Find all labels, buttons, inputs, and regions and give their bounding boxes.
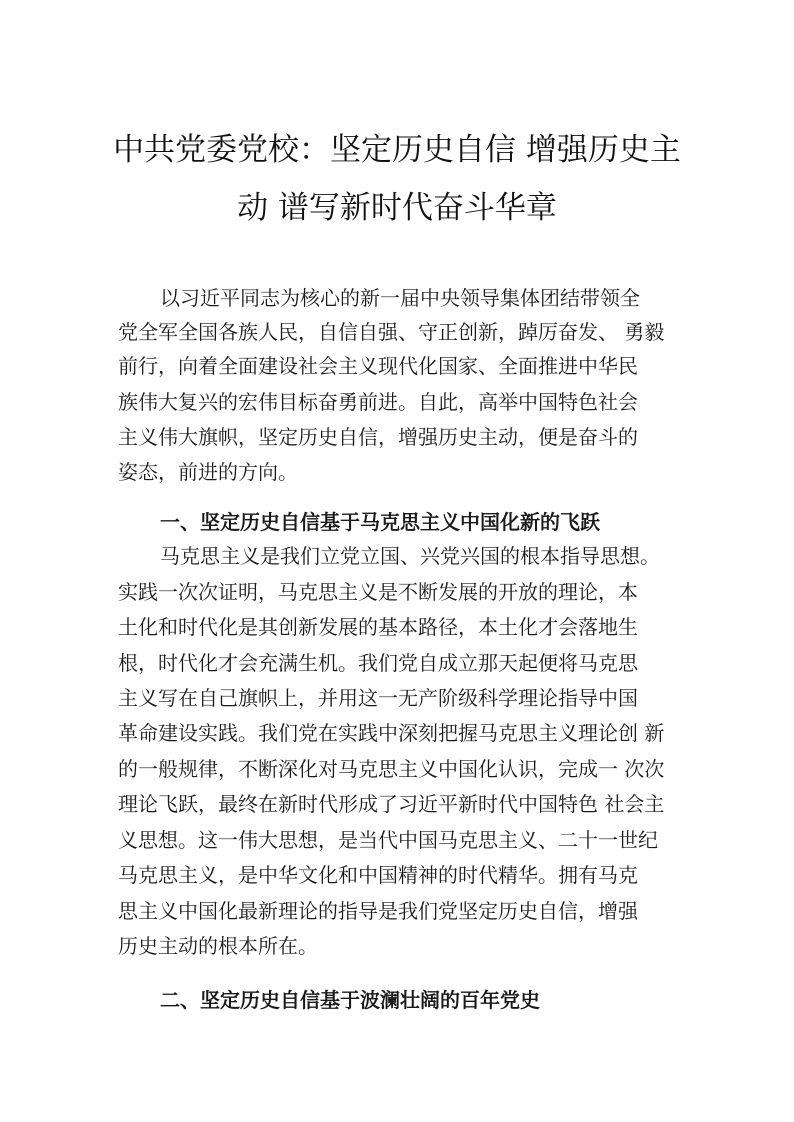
paragraph-2-line: 根，时代化才会充满生机。我们党自成立那天起便将马克思: [118, 651, 638, 675]
paragraph-1-line: 主义伟大旗帜，坚定历史自信，增强历史主动，便是奋斗的: [118, 425, 638, 449]
paragraph-2-line: 思主义中国化最新理论的指导是我们党坚定历史自信，增强: [118, 899, 638, 923]
paragraph-2-line: 革命建设实践。我们党在实践中深刻把握马克思主义理论创 新: [118, 721, 665, 745]
paragraph-2-line: 的一般规律，不断深化对马克思主义中国化认识，完成一 次次: [118, 757, 665, 781]
paragraph-2-line: 土化和时代化是其创新发展的基本路径，本土化才会落地生: [118, 615, 638, 639]
title-line-1: 中共党委党校：坚定历史自信 增强历史主: [113, 132, 681, 168]
paragraph-2-line: 历史主动的根本所在。: [118, 934, 318, 958]
paragraph-2-line: 实践一次次证明，马克思主义是不断发展的开放的理论，本: [118, 580, 638, 604]
paragraph-1-line: 前行，向着全面建设社会主义现代化国家、全面推进中华民: [118, 354, 638, 378]
paragraph-1-line: 以习近平同志为核心的新一届中央领导集体团结带领全: [160, 286, 640, 310]
section-heading-1: 一、坚定历史自信基于马克思主义中国化新的飞跃: [160, 510, 600, 534]
paragraph-1-line: 姿态，前进的方向。: [118, 460, 298, 484]
title-line-2: 动 谱写新时代奋斗华章: [237, 190, 557, 226]
paragraph-1-line: 党全军全国各族人民，自信自强、守正创新，踔厉奋发、 勇毅: [118, 320, 665, 344]
paragraph-2-line: 主义写在自己旗帜上，并用这一无产阶级科学理论指导中国: [118, 686, 638, 710]
paragraph-1-line: 族伟大复兴的宏伟目标奋勇前进。自此，高举中国特色社会: [118, 390, 638, 414]
paragraph-2-line: 义思想。这一伟大思想，是当代中国马克思主义、二十一世纪: [118, 828, 658, 852]
paragraph-2-line: 马克思主义是我们立党立国、兴党兴国的根本指导思想。: [160, 544, 660, 568]
paragraph-2-line: 理论飞跃，最终在新时代形成了习近平新时代中国特色 社会主: [118, 792, 665, 816]
paragraph-2-line: 马克思主义，是中华文化和中国精神的时代精华。拥有马克: [118, 863, 638, 887]
section-heading-2: 二、坚定历史自信基于波澜壮阔的百年党史: [160, 988, 540, 1012]
